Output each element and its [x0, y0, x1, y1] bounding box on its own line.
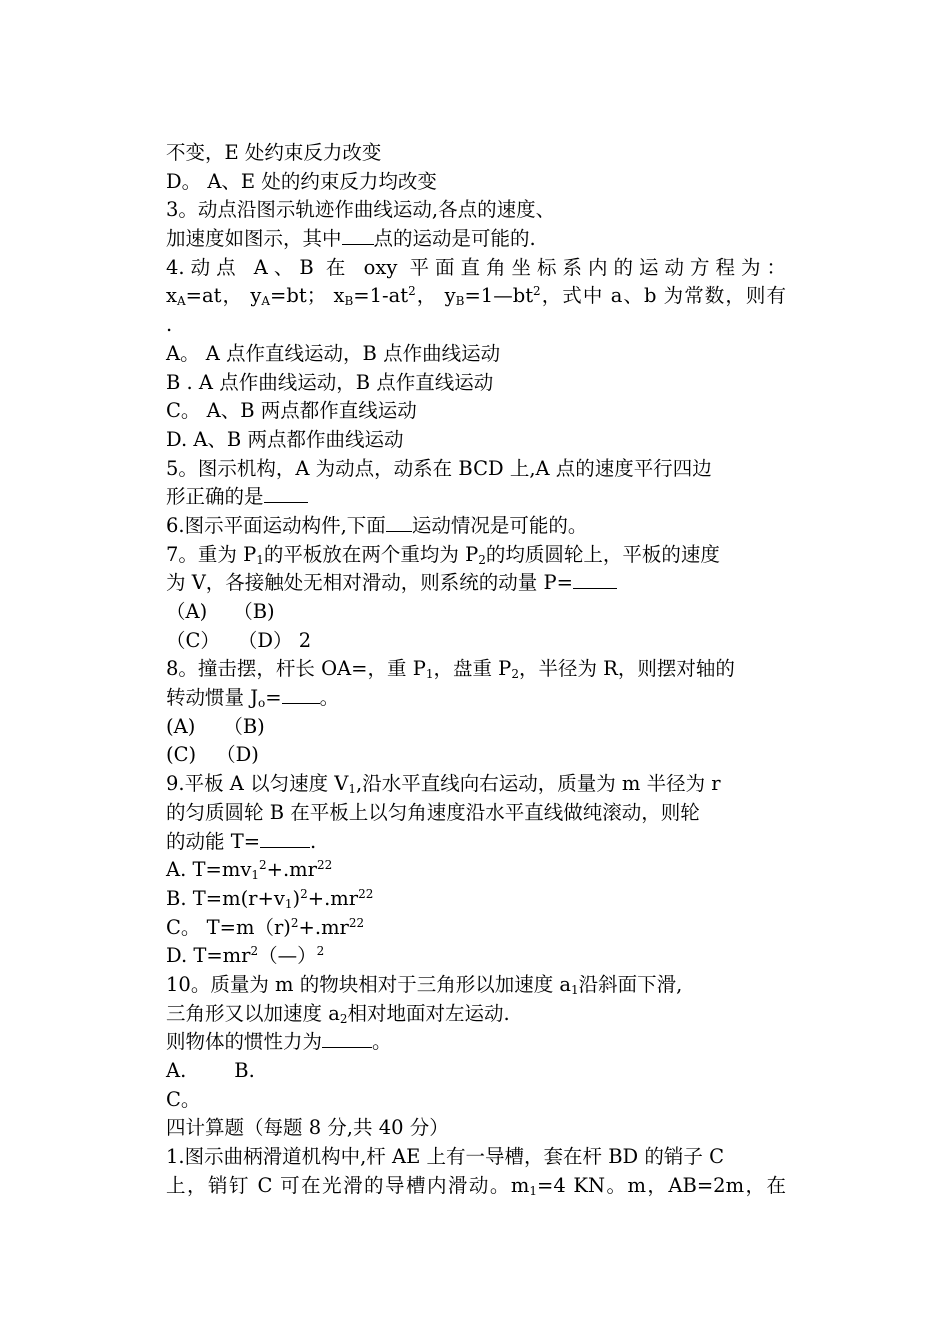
text-span: =1-at: [353, 284, 409, 308]
text-span: 。: [372, 1030, 392, 1054]
option-c: [166, 914, 786, 943]
text-span: 沿斜面下滑,: [578, 972, 683, 996]
text-span: 相对地面对左运动.: [347, 1001, 510, 1025]
answer-blank: [573, 570, 617, 589]
text-span: =bt； x: [270, 284, 345, 308]
text-line: [166, 684, 786, 713]
text-span: 10。质量为 m 的物块相对于三角形以加速度 a: [166, 972, 572, 996]
text-span: .: [310, 829, 317, 853]
superscript: 2: [300, 886, 308, 901]
text-span: ， y: [415, 284, 456, 308]
text-span: 8。撞击摆，杆长 OA=，重 P: [166, 657, 426, 681]
superscript: 2: [408, 284, 416, 299]
options-ab: [166, 1057, 786, 1086]
text-span: 上，销钉 C 可在光滑的导槽内滑动。m: [166, 1173, 530, 1197]
text-span: D. T=mr: [166, 944, 251, 968]
text-span: （C）: [166, 628, 220, 652]
option-a: [166, 856, 786, 885]
text-span: ): [292, 886, 301, 910]
text-span: 不变，E 处约束反力改变: [166, 141, 382, 164]
option-c: [166, 397, 786, 426]
superscript: 22: [348, 915, 365, 930]
text-span: C。 T=m（r): [166, 915, 291, 939]
subscript: 2: [339, 1011, 348, 1026]
superscript: 2: [290, 915, 299, 930]
text-line: [166, 1172, 786, 1201]
text-span: B. T=m(r+v: [166, 886, 285, 910]
text-span: A.: [166, 1059, 187, 1082]
text-span: (A): [166, 714, 196, 738]
question-10: [166, 971, 786, 1000]
text-span: +.mr: [298, 915, 349, 939]
text-span: A。 A 点作直线运动，B 点作曲线运动: [166, 341, 501, 365]
text-line: [166, 225, 786, 254]
text-span: （B): [233, 600, 275, 623]
subscript: B: [344, 294, 354, 309]
answer-blank: [264, 484, 308, 503]
text-span: ，半径为 R，则摆对轴的: [518, 657, 735, 681]
superscript: 2: [533, 284, 541, 299]
text-span: 四计算题（每题 8 分,共 40 分）: [166, 1116, 449, 1140]
text-line: [166, 311, 786, 340]
text-line: [166, 828, 786, 857]
superscript: 2: [258, 858, 267, 873]
subscript: A: [261, 294, 271, 309]
text-span: ，盘重 P: [433, 657, 512, 681]
text-span: C。: [166, 1087, 201, 1111]
superscript: 2: [316, 944, 325, 959]
text-span: 9.平板 A 以匀速度 V: [166, 772, 349, 796]
text-span: D。 A、E 处的约束反力均改变: [166, 169, 437, 193]
question-7: [166, 541, 786, 570]
text-span: 4.动点 A、B 在 oxy 平面直角坐标系内的运动方程为：: [166, 255, 786, 279]
text-line: [166, 139, 786, 168]
section-heading: [166, 1114, 786, 1143]
text-span: 则物体的惯性力为: [166, 1030, 323, 1054]
equation-line: [166, 282, 786, 311]
subscript: 1: [348, 782, 357, 797]
question-3: [166, 196, 786, 225]
options-cd: [166, 741, 786, 770]
text-span: .: [166, 313, 173, 337]
text-span: （D） 2: [237, 628, 312, 652]
text-span: C。 A、B 两点都作直线运动: [166, 399, 417, 423]
superscript: 22: [316, 858, 333, 873]
options-ab: [166, 713, 786, 742]
subscript: 1: [251, 868, 259, 883]
option-b: [166, 369, 786, 398]
text-span: B.: [234, 1059, 255, 1082]
text-span: ，式中 a、b 为常数，则有: [540, 284, 786, 308]
text-span: 转动惯量 J: [166, 686, 259, 710]
text-span: （D): [216, 743, 259, 767]
text-span: ,沿水平直线向右运动，质量为 m 半径为 r: [356, 772, 721, 796]
question-6: [166, 512, 786, 541]
text-span: 为 V，各接触处无相对滑动，则系统的动量 P=: [166, 571, 573, 595]
answer-blank: [260, 829, 310, 848]
text-span: +.mr: [266, 858, 317, 882]
text-span: +.mr: [307, 886, 359, 910]
document-page: [166, 139, 786, 1200]
text-line: [166, 1000, 786, 1029]
subscript: B: [455, 294, 465, 309]
option-d: [166, 168, 786, 197]
text-span: =at， y: [185, 284, 262, 308]
text-span: 6.图示平面运动构件,下面: [166, 513, 386, 537]
text-span: （B): [223, 714, 265, 738]
question-8: [166, 655, 786, 684]
text-span: 运动情况是可能的。: [411, 513, 588, 537]
text-span: 三角形又以加速度 a: [166, 1001, 340, 1025]
text-span: （—）: [258, 944, 317, 968]
text-span: 的匀质圆轮 B 在平板上以匀角速度沿水平直线做纯滚动，则轮: [166, 800, 700, 824]
subscript: 1: [425, 667, 434, 682]
text-span: 的平板放在两个重均为 P: [263, 542, 479, 566]
subscript: A: [177, 294, 186, 309]
text-span: 形正确的是: [166, 485, 264, 509]
text-span: 加速度如图示，其中: [166, 227, 342, 251]
question-9: [166, 770, 786, 799]
text-span: 。: [319, 686, 340, 710]
text-span: 3。动点沿图示轨迹作曲线运动,各点的速度、: [166, 198, 556, 222]
subscript: 1: [529, 1183, 537, 1198]
answer-blank: [342, 226, 374, 245]
text-line: [166, 569, 786, 598]
subscript: 1: [571, 982, 579, 997]
answer-blank: [282, 685, 320, 704]
text-line: [166, 1028, 786, 1057]
subscript: 1: [284, 896, 293, 911]
text-span: A. T=mv: [166, 858, 252, 882]
text-span: 的均质圆轮上，平板的速度: [485, 542, 720, 566]
text-span: =: [265, 686, 282, 710]
options-cd: [166, 627, 786, 656]
text-span: 的动能 T=: [166, 829, 261, 853]
text-span: （A): [166, 600, 208, 623]
answer-blank: [322, 1029, 372, 1048]
text-span: x: [166, 284, 177, 308]
subscript: 1: [256, 552, 264, 567]
subscript: 2: [511, 667, 519, 682]
option-d: [166, 426, 786, 455]
text-span: =4 KN。m，AB=2m，在: [536, 1173, 787, 1197]
option-d: [166, 942, 786, 971]
text-span: B . A 点作曲线运动，B 点作直线运动: [166, 370, 494, 394]
text-span: D. A、B 两点都作曲线运动: [166, 427, 404, 451]
option-a: [166, 340, 786, 369]
calc-question-1: [166, 1143, 786, 1172]
text-span: 1.图示曲柄滑道机构中,杆 AE 上有一导槽，套在杆 BD 的销子 C: [166, 1145, 724, 1169]
question-4: [166, 254, 786, 283]
text-span: 7。重为 P: [166, 542, 257, 566]
superscript: 22: [358, 886, 374, 901]
text-line: [166, 799, 786, 828]
text-span: 5。图示机构，A 为动点，动系在 BCD 上,A 点的速度平行四边: [166, 456, 712, 480]
text-span: 点的运动是可能的.: [373, 227, 536, 251]
text-span: =1—bt: [464, 284, 534, 308]
subscript: o: [258, 696, 266, 711]
question-5: [166, 455, 786, 484]
option-c: [166, 1086, 786, 1115]
text-line: [166, 483, 786, 512]
answer-blank: [386, 513, 412, 532]
option-b: [166, 885, 786, 914]
options-ab: [166, 598, 786, 627]
subscript: 2: [478, 552, 486, 567]
superscript: 2: [250, 944, 259, 959]
text-span: (C): [166, 743, 197, 767]
